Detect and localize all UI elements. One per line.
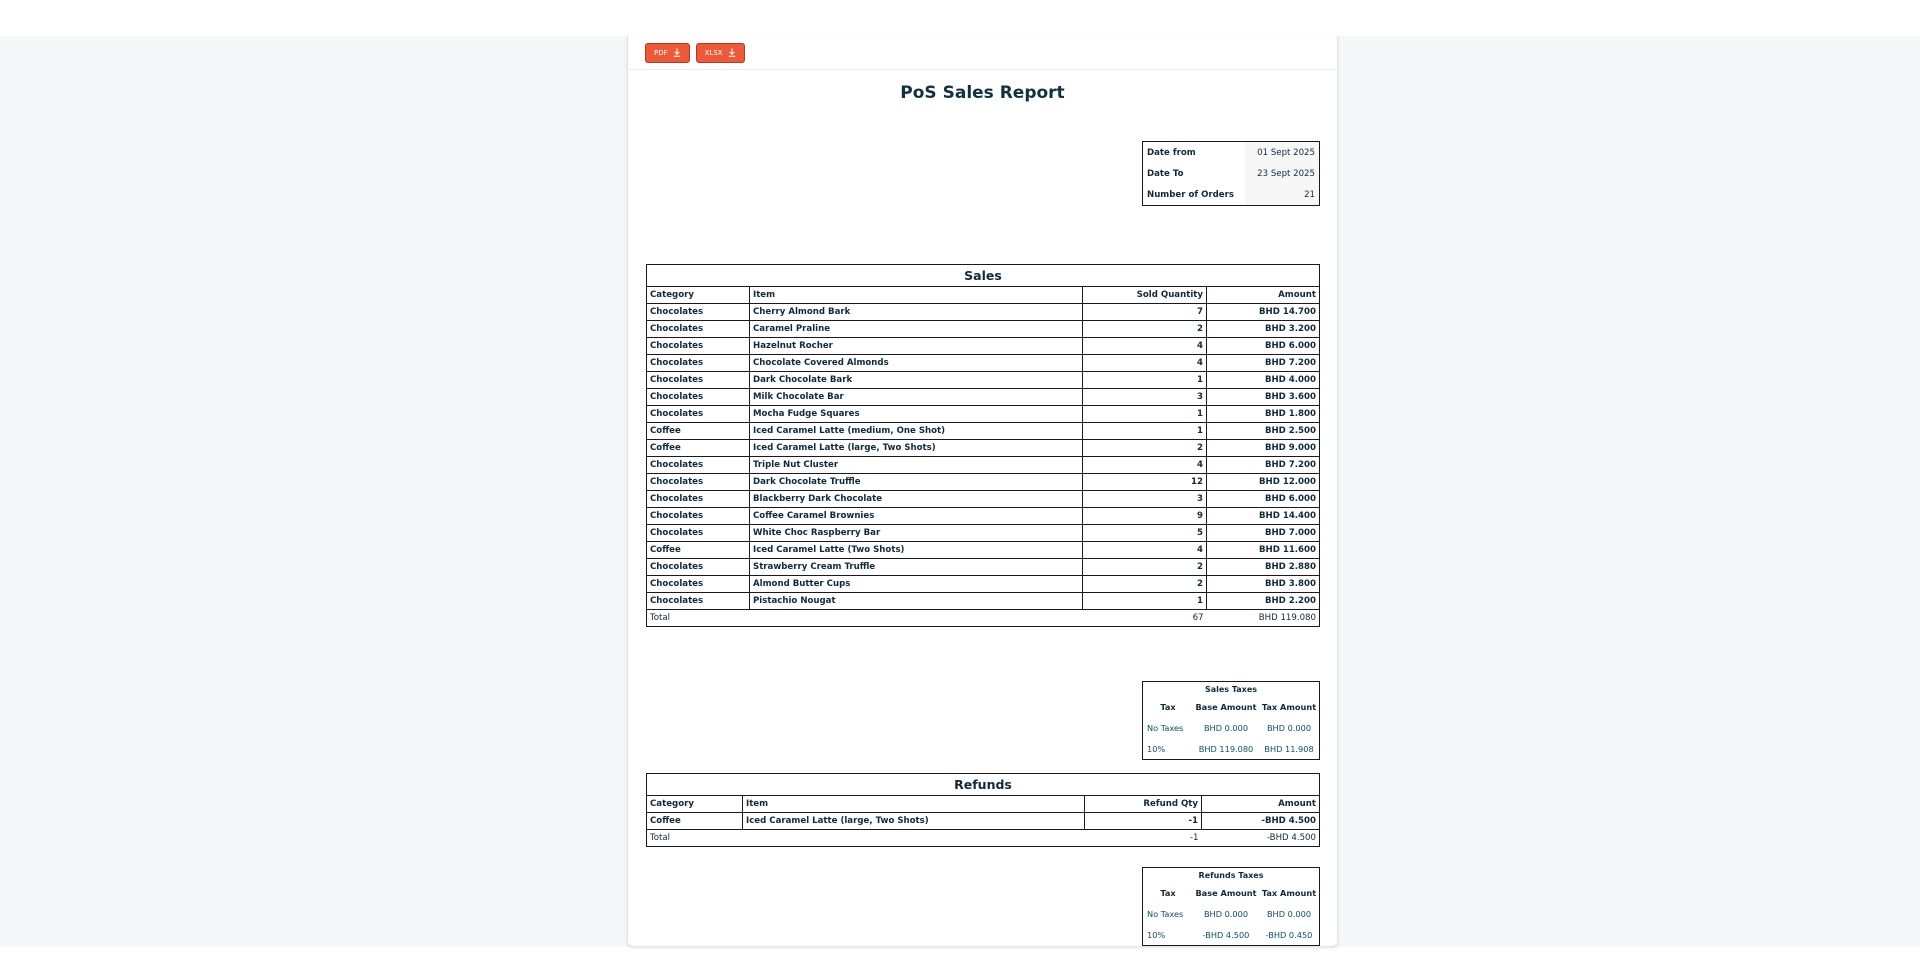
base-amount-cell: BHD 0.000 (1203, 908, 1249, 919)
quantity-cell: 2 (1083, 576, 1207, 593)
item-cell: Mocha Fudge Squares (750, 406, 1083, 423)
col-tax-amount: Tax Amount (1261, 887, 1317, 898)
table-row (647, 491, 1320, 508)
item-cell: Hazelnut Rocher (750, 338, 1083, 355)
quantity-cell: 4 (1083, 457, 1207, 474)
col-refund-qty: Refund Qty (1085, 796, 1202, 813)
category-cell: Chocolates (647, 355, 750, 372)
sales-taxes-caption: Sales Taxes (1204, 684, 1258, 694)
pdf-download-button[interactable] (645, 43, 690, 63)
meta-value: 23 Sept 2025 (1245, 163, 1320, 184)
quantity-cell: 9 (1083, 508, 1207, 525)
report-sheet (627, 36, 1338, 947)
report-meta-table (1142, 141, 1320, 206)
tax-amount-cell: -BHD 0.450 (1265, 929, 1313, 940)
category-cell: Chocolates (647, 474, 750, 491)
quantity-cell: 4 (1083, 542, 1207, 559)
quantity-cell: 2 (1083, 559, 1207, 576)
report-content (628, 83, 1337, 940)
refunds-table (646, 773, 1320, 847)
quantity-cell: 4 (1083, 338, 1207, 355)
amount-cell: BHD 2.200 (1207, 593, 1320, 610)
total-qty: -1 (1085, 830, 1202, 847)
item-cell: Caramel Praline (750, 321, 1083, 338)
category-cell: Coffee (647, 440, 750, 457)
tax-cell: No Taxes (1147, 908, 1184, 919)
tax-amount-cell: BHD 0.000 (1266, 908, 1312, 919)
category-cell: Chocolates (647, 321, 750, 338)
item-cell: Blackberry Dark Chocolate (750, 491, 1083, 508)
col-tax: Tax (1160, 887, 1176, 898)
export-toolbar (628, 36, 1337, 70)
col-item: Item (750, 287, 1083, 304)
table-row (647, 542, 1320, 559)
total-amount: BHD 119.080 (1207, 610, 1320, 627)
col-base-amount: Base Amount (1195, 701, 1257, 712)
table-row (647, 304, 1320, 321)
tax-row (1143, 924, 1320, 946)
quantity-cell: 1 (1083, 593, 1207, 610)
col-amount: Amount (1207, 287, 1320, 304)
meta-label: Number of Orders (1147, 189, 1234, 200)
pdf-button-label: PDF (654, 48, 668, 57)
refunds-caption: Refunds (647, 774, 1320, 796)
tax-row (1143, 717, 1320, 738)
amount-cell: BHD 2.880 (1207, 559, 1320, 576)
col-item: Item (743, 796, 1085, 813)
tax-cell: 10% (1147, 743, 1166, 754)
table-row (647, 593, 1320, 610)
quantity-cell: 1 (1083, 423, 1207, 440)
amount-cell: BHD 6.000 (1207, 338, 1320, 355)
category-cell: Chocolates (647, 559, 750, 576)
item-cell: Dark Chocolate Truffle (750, 474, 1083, 491)
tax-row (1143, 738, 1320, 760)
quantity-cell: 3 (1083, 389, 1207, 406)
base-amount-cell: -BHD 4.500 (1202, 929, 1250, 940)
item-cell: Strawberry Cream Truffle (750, 559, 1083, 576)
item-cell: Milk Chocolate Bar (750, 389, 1083, 406)
table-row (647, 813, 1320, 830)
quantity-cell: 2 (1083, 321, 1207, 338)
item-cell: Dark Chocolate Bark (750, 372, 1083, 389)
category-cell: Chocolates (647, 338, 750, 355)
amount-cell: BHD 4.000 (1207, 372, 1320, 389)
category-cell: Coffee (647, 813, 743, 830)
download-icon (728, 48, 736, 57)
tax-amount-cell: BHD 0.000 (1266, 722, 1312, 733)
table-row (647, 457, 1320, 474)
quantity-cell: 2 (1083, 440, 1207, 457)
col-category: Category (647, 287, 750, 304)
base-amount-cell: BHD 119.080 (1198, 743, 1254, 754)
quantity-cell: 3 (1083, 491, 1207, 508)
table-row (647, 576, 1320, 593)
quantity-cell: 12 (1083, 474, 1207, 491)
category-cell: Chocolates (647, 576, 750, 593)
col-base-amount: Base Amount (1195, 887, 1257, 898)
sales-table (646, 264, 1320, 627)
table-row (647, 508, 1320, 525)
sales-caption: Sales (647, 265, 1320, 287)
quantity-cell: 1 (1083, 372, 1207, 389)
table-row (647, 559, 1320, 576)
meta-value: 21 (1245, 184, 1320, 206)
amount-cell: BHD 3.800 (1207, 576, 1320, 593)
amount-cell: BHD 14.700 (1207, 304, 1320, 321)
tax-cell: 10% (1147, 929, 1166, 940)
item-cell: Iced Caramel Latte (large, Two Shots) (750, 440, 1083, 457)
table-row (647, 474, 1320, 491)
sales-total-row (647, 610, 1320, 627)
category-cell: Chocolates (647, 304, 750, 321)
total-amount: -BHD 4.500 (1202, 830, 1320, 847)
report-title: PoS Sales Report (900, 83, 1065, 103)
amount-cell: BHD 7.200 (1207, 355, 1320, 372)
table-row (647, 525, 1320, 542)
table-row (647, 423, 1320, 440)
col-category: Category (647, 796, 743, 813)
category-cell: Chocolates (647, 491, 750, 508)
meta-label: Date from (1147, 147, 1196, 158)
tax-cell: No Taxes (1147, 722, 1184, 733)
item-cell: Pistachio Nougat (750, 593, 1083, 610)
meta-value: 01 Sept 2025 (1245, 142, 1320, 164)
item-cell: Iced Caramel Latte (Two Shots) (750, 542, 1083, 559)
table-row (647, 338, 1320, 355)
sales-taxes-table (1142, 681, 1320, 760)
amount-cell: -BHD 4.500 (1202, 813, 1320, 830)
total-label: Total (647, 830, 743, 847)
sales-header-row (647, 287, 1320, 304)
xlsx-button-label: XLSX (704, 48, 723, 57)
amount-cell: BHD 3.200 (1207, 321, 1320, 338)
meta-row (1143, 142, 1320, 164)
amount-cell: BHD 9.000 (1207, 440, 1320, 457)
col-tax: Tax (1160, 701, 1176, 712)
col-amount: Amount (1202, 796, 1320, 813)
amount-cell: BHD 3.600 (1207, 389, 1320, 406)
base-amount-cell: BHD 0.000 (1203, 722, 1249, 733)
category-cell: Chocolates (647, 457, 750, 474)
category-cell: Chocolates (647, 389, 750, 406)
amount-cell: BHD 14.400 (1207, 508, 1320, 525)
amount-cell: BHD 12.000 (1207, 474, 1320, 491)
category-cell: Chocolates (647, 406, 750, 423)
amount-cell: BHD 7.200 (1207, 457, 1320, 474)
item-cell: Cherry Almond Bark (750, 304, 1083, 321)
refunds-taxes-table (1142, 867, 1320, 946)
category-cell: Chocolates (647, 508, 750, 525)
table-row (647, 406, 1320, 423)
meta-label: Date To (1147, 168, 1184, 179)
quantity-cell: 1 (1083, 406, 1207, 423)
amount-cell: BHD 2.500 (1207, 423, 1320, 440)
table-row (647, 321, 1320, 338)
table-row (647, 389, 1320, 406)
quantity-cell: 5 (1083, 525, 1207, 542)
item-cell: Coffee Caramel Brownies (750, 508, 1083, 525)
refunds-total-row (647, 830, 1320, 847)
item-cell: Iced Caramel Latte (large, Two Shots) (743, 813, 1085, 830)
refunds-taxes-caption: Refunds Taxes (1198, 870, 1264, 880)
tax-row (1143, 903, 1320, 924)
total-label: Total (647, 610, 750, 627)
col-tax-amount: Tax Amount (1261, 701, 1317, 712)
category-cell: Chocolates (647, 525, 750, 542)
quantity-cell: 7 (1083, 304, 1207, 321)
download-icon (673, 48, 681, 57)
table-row (647, 372, 1320, 389)
amount-cell: BHD 11.600 (1207, 542, 1320, 559)
item-cell: White Choc Raspberry Bar (750, 525, 1083, 542)
amount-cell: BHD 1.800 (1207, 406, 1320, 423)
quantity-cell: 4 (1083, 355, 1207, 372)
total-qty: 67 (1083, 610, 1207, 627)
category-cell: Chocolates (647, 372, 750, 389)
category-cell: Coffee (647, 423, 750, 440)
item-cell: Triple Nut Cluster (750, 457, 1083, 474)
amount-cell: BHD 7.000 (1207, 525, 1320, 542)
meta-row (1143, 184, 1320, 206)
refunds-header-row (647, 796, 1320, 813)
item-cell: Chocolate Covered Almonds (750, 355, 1083, 372)
tax-amount-cell: BHD 11.908 (1264, 743, 1314, 754)
amount-cell: BHD 6.000 (1207, 491, 1320, 508)
category-cell: Coffee (647, 542, 750, 559)
category-cell: Chocolates (647, 593, 750, 610)
table-row (647, 440, 1320, 457)
xlsx-download-button[interactable] (696, 43, 745, 63)
table-row (647, 355, 1320, 372)
refund-qty-cell: -1 (1085, 813, 1202, 830)
item-cell: Iced Caramel Latte (medium, One Shot) (750, 423, 1083, 440)
col-sold-quantity: Sold Quantity (1083, 287, 1207, 304)
item-cell: Almond Butter Cups (750, 576, 1083, 593)
meta-row (1143, 163, 1320, 184)
